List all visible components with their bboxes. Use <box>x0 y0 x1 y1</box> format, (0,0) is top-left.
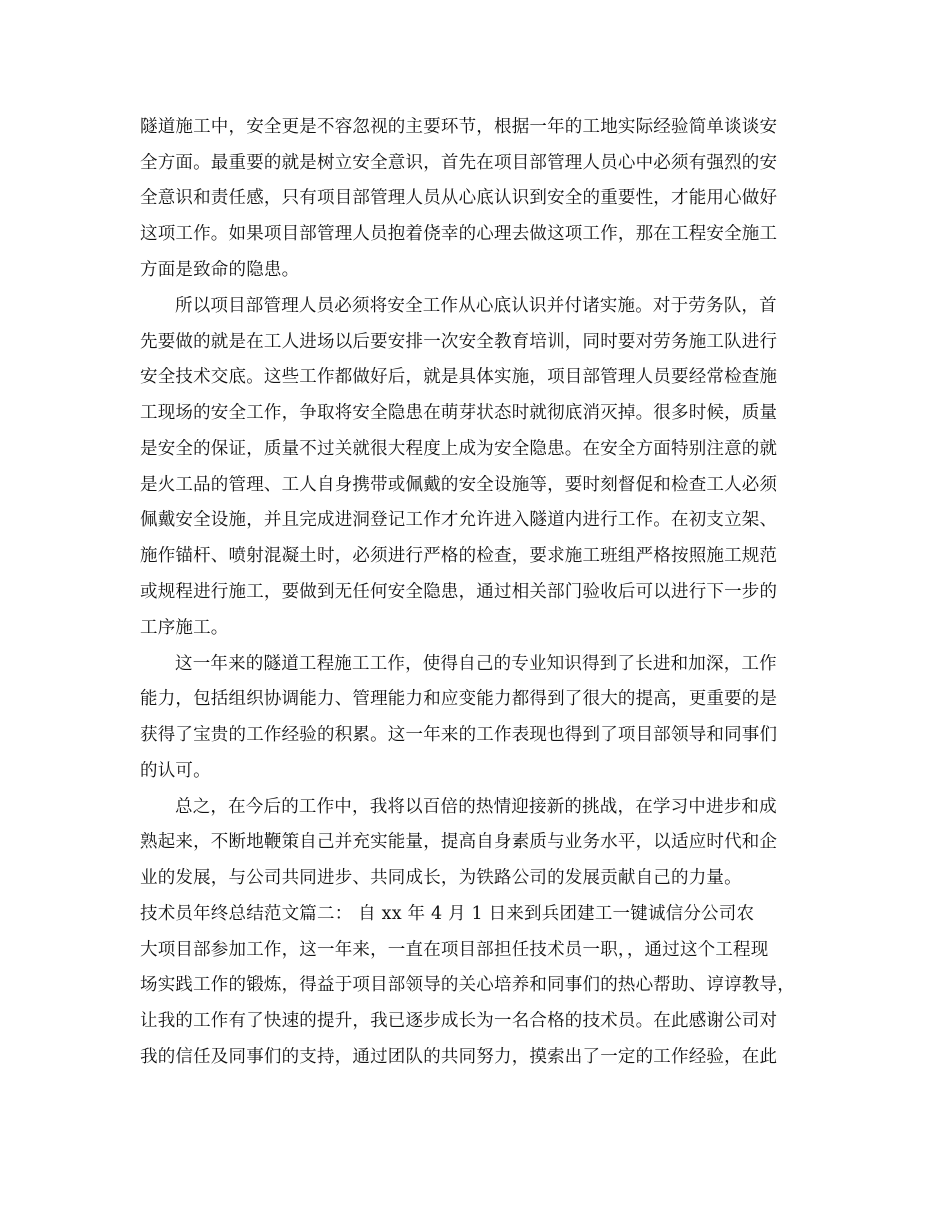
text-line: 全意识和责任感，只有项目部管理人员从心底认识到安全的重要性，才能用心做好 <box>140 188 778 208</box>
text-line: 能力，包括组织协调能力、管理能力和应变能力都得到了很大的提高，更重要的是 <box>140 689 778 709</box>
text-line: 我的信任及同事们的支持，通过团队的共同努力，摸索出了一定的工作经验，在此 <box>140 1047 778 1067</box>
text-line: 先要做的就是在工人进场以后要安排一次安全教育培训，同时要对劳务施工队进行 <box>140 332 778 352</box>
paragraph-start-line: 这一年来的隧道工程施工工作，使得自己的专业知识得到了长进和加深，工作 <box>175 654 777 674</box>
text-line: 安全技术交底。这些工作都做好后，就是具体实施，项目部管理人员要经常检查施 <box>140 367 778 387</box>
text-line: 获得了宝贵的工作经验的积累。这一年来的工作表现也得到了项目部领导和同事们 <box>140 725 778 745</box>
text-line: 工现场的安全工作，争取将安全隐患在萌芽状态时就彻底消灭掉。很多时候，质量 <box>140 403 778 423</box>
text-line: 熟起来，不断地鞭策自己并充实能量，提高自身素质与业务水平，以适应时代和企 <box>140 832 778 852</box>
text-line: 大项目部参加工作，这一年来，一直在项目部担任技术员一职，，通过这个工程现 <box>140 940 769 960</box>
text-line: 方面是致命的隐患。 <box>140 260 300 280</box>
text-line: 业的发展，与公司共同进步、共同成长，为铁路公司的发展贡献自己的力量。 <box>140 868 742 888</box>
text-line: 这项工作。如果项目部管理人员抱着侥幸的心理去做这项工作，那在工程安全施工 <box>140 224 778 244</box>
text-line: 场实践工作的锻炼，得益于项目部领导的关心培养和同事们的热心帮助、谆谆教导， <box>140 975 795 995</box>
text-line: 或规程进行施工，要做到无任何安全隐患，通过相关部门验收后可以进行下一步的 <box>140 582 778 602</box>
text-line: 的认可。 <box>140 761 211 781</box>
text-line: 隧道施工中，安全更是不容忽视的主要环节，根据一年的工地实际经验简单谈谈安 <box>140 117 778 137</box>
paragraph-start-line: 所以项目部管理人员必须将安全工作从心底认识并付诸实施。对于劳务队，首 <box>175 296 777 316</box>
text-line: 让我的工作有了快速的提升，我已逐步成长为一名合格的技术员。在此感谢公司对 <box>140 1011 778 1031</box>
text-line: 是安全的保证，质量不过关就很大程度上成为安全隐患。在安全方面特别注意的就 <box>140 439 778 459</box>
text-line: 全方面。最重要的就是树立安全意识，首先在项目部管理人员心中必须有强烈的安 <box>140 153 778 173</box>
section-heading-line: 技术员年终总结范文篇二： 自 xx 年 4 月 1 日来到兵团建工一键诚信分公司农 <box>140 904 755 924</box>
text-line: 施作锚杆、喷射混凝土时，必须进行严格的检查，要求施工班组严格按照施工规范 <box>140 546 778 566</box>
text-line: 佩戴安全设施，并且完成进洞登记工作才允许进入隧道内进行工作。在初支立架、 <box>140 510 778 530</box>
text-line: 工序施工。 <box>140 618 229 638</box>
paragraph-start-line: 总之，在今后的工作中，我将以百倍的热情迎接新的挑战，在学习中进步和成 <box>175 797 777 817</box>
text-line: 是火工品的管理、工人自身携带或佩戴的安全设施等，要时刻督促和检查工人必须 <box>140 475 778 495</box>
